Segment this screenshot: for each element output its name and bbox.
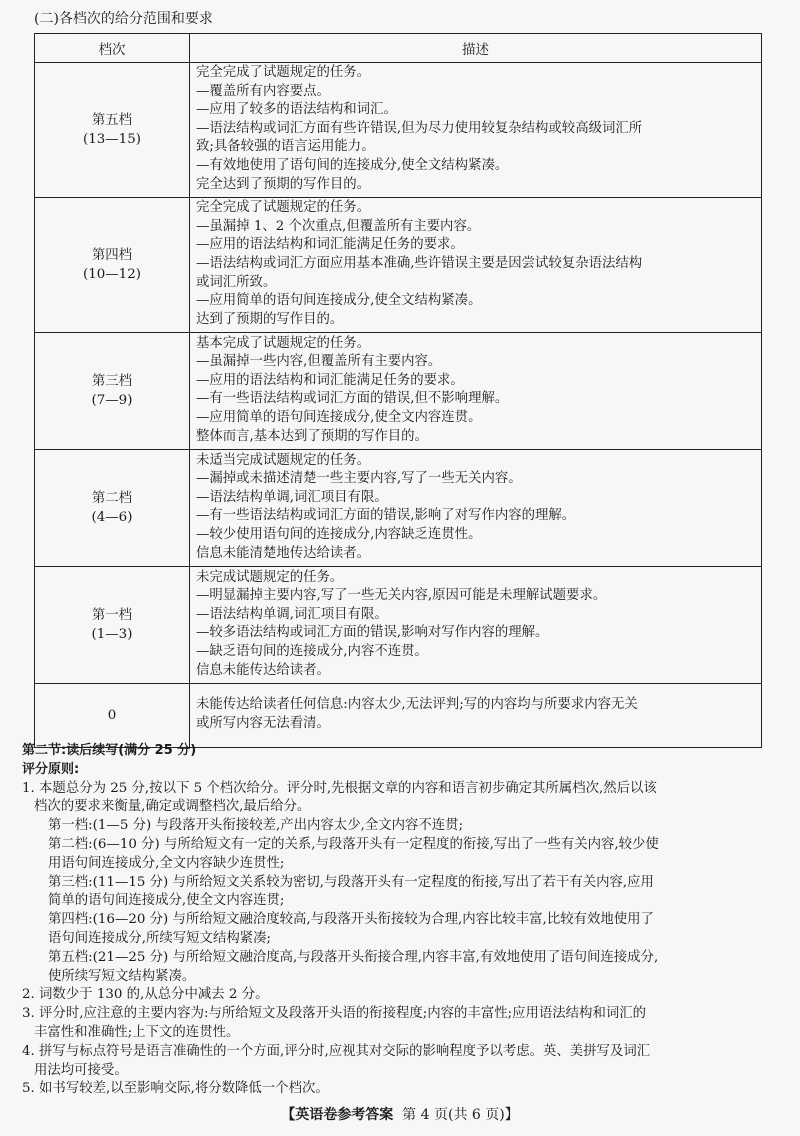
section-title: (二)各档次的给分范围和要求 xyxy=(34,11,213,27)
principle-line: 2. 词数少于 130 的,从总分中减去 2 分。 xyxy=(22,987,269,1003)
page-footer xyxy=(0,1104,800,1124)
header-grade: 档次 xyxy=(35,34,190,63)
description-line: —语法结构或词汇方面应用基本准确,些许错误主要是因尝试较复杂语法结构 xyxy=(196,255,643,271)
principle-line: 用法均可接受。 xyxy=(34,1062,128,1078)
grade-score-range: (1—3) xyxy=(91,627,133,643)
description-line: —应用了较多的语法结构和词汇。 xyxy=(196,102,397,118)
tier-description-line: 简单的语句间连接成分,使全文内容连贯; xyxy=(48,893,285,909)
description-line: —虽漏掉 1、2 个次重点,但覆盖所有主要内容。 xyxy=(196,218,481,234)
principles-list xyxy=(22,780,774,1100)
description-line: —虽漏掉一些内容,但覆盖所有主要内容。 xyxy=(196,354,442,370)
description-line: 完全完成了试题规定的任务。 xyxy=(196,200,371,216)
rubric-table xyxy=(34,33,762,748)
part2-heading: 第二节:读后续写(满分 25 分) xyxy=(22,743,197,758)
description-line: —覆盖所有内容要点。 xyxy=(196,83,330,99)
tier-description-line: 第五档:(21—25 分) 与所给短文融洽度高,与段落开头衔接合理,内容丰富,有效地使用了语句间连接成分, xyxy=(48,949,659,965)
tier-description-line: 第二档:(6—10 分) 与所给短文有一定的关系,与段落开头有一定程度的衔接,写出了一些有关内容,较少使 xyxy=(48,836,659,852)
description-line: —有一些语法结构或词汇方面的错误,影响了对写作内容的理解。 xyxy=(196,508,576,524)
header-description: 描述 xyxy=(190,34,762,63)
tier-description-line: 第三档:(11—15 分) 与所给短文关系较为密切,与段落开头有一定程度的衔接,写出了若干有关内容,应用 xyxy=(48,874,654,890)
rubric-body xyxy=(35,63,762,748)
grade-cell xyxy=(35,333,190,450)
description-line: 基本完成了试题规定的任务。 xyxy=(196,335,371,351)
principle-line: 丰富性和准确性;上下文的连贯性。 xyxy=(34,1024,240,1040)
grade-score-range: (10—12) xyxy=(83,267,141,283)
description-line: 完全完成了试题规定的任务。 xyxy=(196,65,371,80)
description-line: —语法结构单调,词汇项目有限。 xyxy=(196,489,388,505)
description-line: —有效地使用了语句间的连接成分,使全文结构紧凑。 xyxy=(196,157,509,173)
description-cell xyxy=(190,63,762,198)
tier-description-line: 第一档:(1—5 分) 与段落开头衔接较差,产出内容太少,全文内容不连贯; xyxy=(48,818,464,834)
table-row xyxy=(35,198,762,333)
part2-section xyxy=(22,742,774,1099)
tier-description-line: 使所续写短文结构紧凑。 xyxy=(48,968,196,984)
description-line: —有一些语法结构或词汇方面的错误,但不影响理解。 xyxy=(196,391,509,407)
grade-cell xyxy=(35,450,190,567)
grade-cell xyxy=(35,684,190,748)
grade-label: 第五档 xyxy=(91,113,133,129)
tier-description-line: 第四档:(16—20 分) 与所给短文融洽度较高,与段落开头衔接较为合理,内容比较丰富,比较有效地使用了 xyxy=(48,912,654,928)
description-line: —应用简单的语句间连接成分,使全文内容连贯。 xyxy=(196,409,482,425)
tier-description-line: 用语句间连接成分,全文内容缺少连贯性; xyxy=(48,855,285,871)
grade-label: 第一档 xyxy=(91,608,133,624)
description-cell xyxy=(190,198,762,333)
description-line: —应用的语法结构和词汇能满足任务的要求。 xyxy=(196,372,464,388)
description-line: 完全达到了预期的写作目的。 xyxy=(196,176,371,192)
table-row xyxy=(35,567,762,684)
description-line: 整体而言,基本达到了预期的写作目的。 xyxy=(196,428,428,444)
table-row xyxy=(35,684,762,748)
description-line: 信息未能传达给读者。 xyxy=(196,662,330,678)
principles-heading: 评分原则: xyxy=(22,761,80,777)
description-line: 信息未能清楚地传达给读者。 xyxy=(196,545,371,561)
description-line: 致;具备较强的语言运用能力。 xyxy=(196,139,375,155)
grade-cell xyxy=(35,567,190,684)
grade-score-range: (4—6) xyxy=(91,510,133,526)
description-line: —应用简单的语句间连接成分,使全文结构紧凑。 xyxy=(196,293,482,309)
description-line: 达到了预期的写作目的。 xyxy=(196,311,344,327)
description-cell xyxy=(190,450,762,567)
principle-line: 档次的要求来衡量,确定或调整档次,最后给分。 xyxy=(34,799,311,815)
description-line: 未适当完成试题规定的任务。 xyxy=(196,452,371,468)
principle-line: 1. 本题总分为 25 分,按以下 5 个档次给分。评分时,先根据文章的内容和语言初步确定其所属档次,然后以该 xyxy=(22,780,657,796)
description-line: —较多语法结构或词汇方面的错误,影响对写作内容的理解。 xyxy=(196,625,549,641)
description-line: —语法结构单调,词汇项目有限。 xyxy=(196,606,388,622)
description-line: 或所写内容无法看清。 xyxy=(196,715,330,731)
table-header-row xyxy=(35,34,762,63)
footer-title: 【英语卷参考答案 xyxy=(281,1107,394,1123)
description-line: —明显漏掉主要内容,写了一些无关内容,原因可能是未理解试题要求。 xyxy=(196,588,607,604)
grade-label: 第三档 xyxy=(91,374,133,390)
grade-score-range: (7—9) xyxy=(91,393,133,409)
grade-cell xyxy=(35,198,190,333)
footer-page-number: 第 4 页(共 6 页)】 xyxy=(402,1107,519,1123)
grade-score-range: (13—15) xyxy=(83,132,141,148)
principle-line: 5. 如书写较差,以至影响交际,将分数降低一个档次。 xyxy=(22,1081,329,1097)
table-row xyxy=(35,63,762,198)
grade-label: 0 xyxy=(107,708,117,724)
table-row xyxy=(35,333,762,450)
principle-line: 4. 拼写与标点符号是语言准确性的一个方面,评分时,应视其对交际的影响程度予以考虑。英、美拼写及词汇 xyxy=(22,1043,651,1059)
description-line: —缺乏语句间的连接成分,内容不连贯。 xyxy=(196,643,428,659)
description-line: 未完成试题规定的任务。 xyxy=(196,569,344,585)
tier-description-line: 语句间连接成分,所续写短文结构紧凑; xyxy=(48,930,272,946)
table-row xyxy=(35,450,762,567)
description-line: —漏掉或未描述清楚一些主要内容,写了一些无关内容。 xyxy=(196,471,522,487)
description-line: —较少使用语句间的连接成分,内容缺乏连贯性。 xyxy=(196,526,482,542)
description-cell xyxy=(190,684,762,748)
grade-label: 第二档 xyxy=(91,491,133,507)
description-line: —应用的语法结构和词汇能满足任务的要求。 xyxy=(196,237,464,253)
grade-label: 第四档 xyxy=(91,248,133,264)
description-cell xyxy=(190,567,762,684)
description-line: 未能传达给读者任何信息:内容太少,无法评判;写的内容均与所要求内容无关 xyxy=(196,697,638,713)
grade-cell xyxy=(35,63,190,198)
description-line: 或词汇所致。 xyxy=(196,274,277,290)
description-line: —语法结构或词汇方面有些许错误,但为尽力使用较复杂结构或较高级词汇所 xyxy=(196,120,643,136)
principle-line: 3. 评分时,应注意的主要内容为:与所给短文及段落开头语的衔接程度;内容的丰富性;应用语法结构和词汇的 xyxy=(22,1006,647,1022)
description-cell xyxy=(190,333,762,450)
